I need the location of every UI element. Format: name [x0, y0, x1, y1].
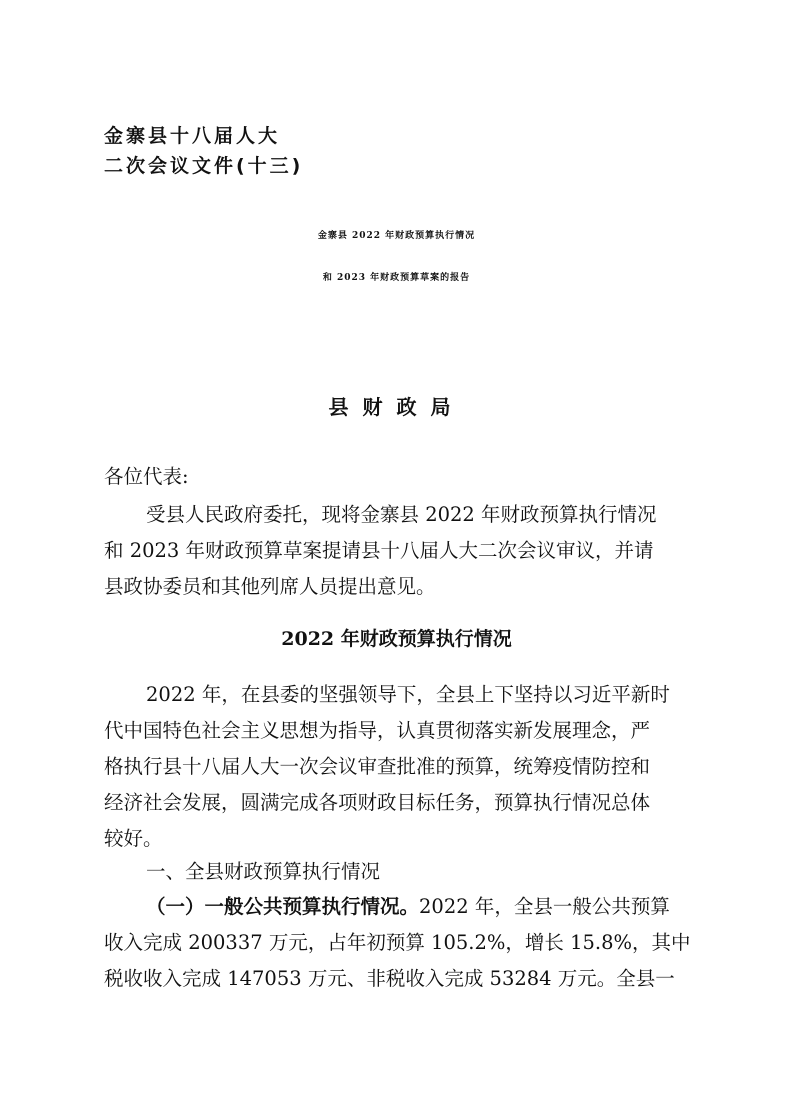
- subsection-heading: （一）一般公共预算执行情况。: [146, 895, 420, 918]
- subsection-line: [146, 892, 670, 922]
- subtitle-line2: [0, 346, 793, 376]
- doc-label-line2: 二次会议文件(十三): [104, 155, 304, 177]
- section-para-line: 较好。: [104, 827, 163, 850]
- section-title: 2022 年财政预算执行情况: [281, 628, 512, 650]
- section-para-line: 经济社会发展，圆满完成各项财政目标任务，预算执行情况总体: [104, 791, 651, 814]
- heading-level1: 一、全县财政预算执行情况: [146, 860, 381, 883]
- author: 县财政局: [328, 395, 465, 419]
- subsection-line: 收入完成 200337 万元，占年初预算 105.2%，增长 15.8%，其中: [104, 931, 691, 954]
- salutation: 各位代表:: [104, 465, 189, 488]
- section-para-line: 代中国特色社会主义思想为指导，认真贯彻落实新发展理念，严: [104, 719, 651, 742]
- subsection-line: 税收收入完成 147053 万元、非税收入完成 53284 万元。全县一: [104, 967, 675, 990]
- document-title-line2: 和 2023 年财政预算草案的报告: [322, 273, 471, 283]
- intro-line: 县政协委员和其他列席人员提出意见。: [104, 575, 436, 598]
- subsection-text: 2022 年，全县一般公共预算: [419, 895, 670, 918]
- intro-line: 和 2023 年财政预算草案提请县十八届人大二次会议审议，并请: [104, 539, 654, 562]
- subtitle-line1: [0, 310, 793, 340]
- document-title-line1: 金寨县 2022 年财政预算执行情况: [317, 231, 476, 241]
- section-para-line: 格执行县十八届人大一次会议审查批准的预算，统筹疫情防控和: [104, 755, 651, 778]
- section-para-line: 2022 年，在县委的坚强领导下，全县上下坚持以习近平新时: [146, 683, 670, 706]
- intro-line: 受县人民政府委托，现将金寨县 2022 年财政预算执行情况: [146, 503, 657, 526]
- doc-label-line1: 金寨县十八届人大: [104, 125, 281, 147]
